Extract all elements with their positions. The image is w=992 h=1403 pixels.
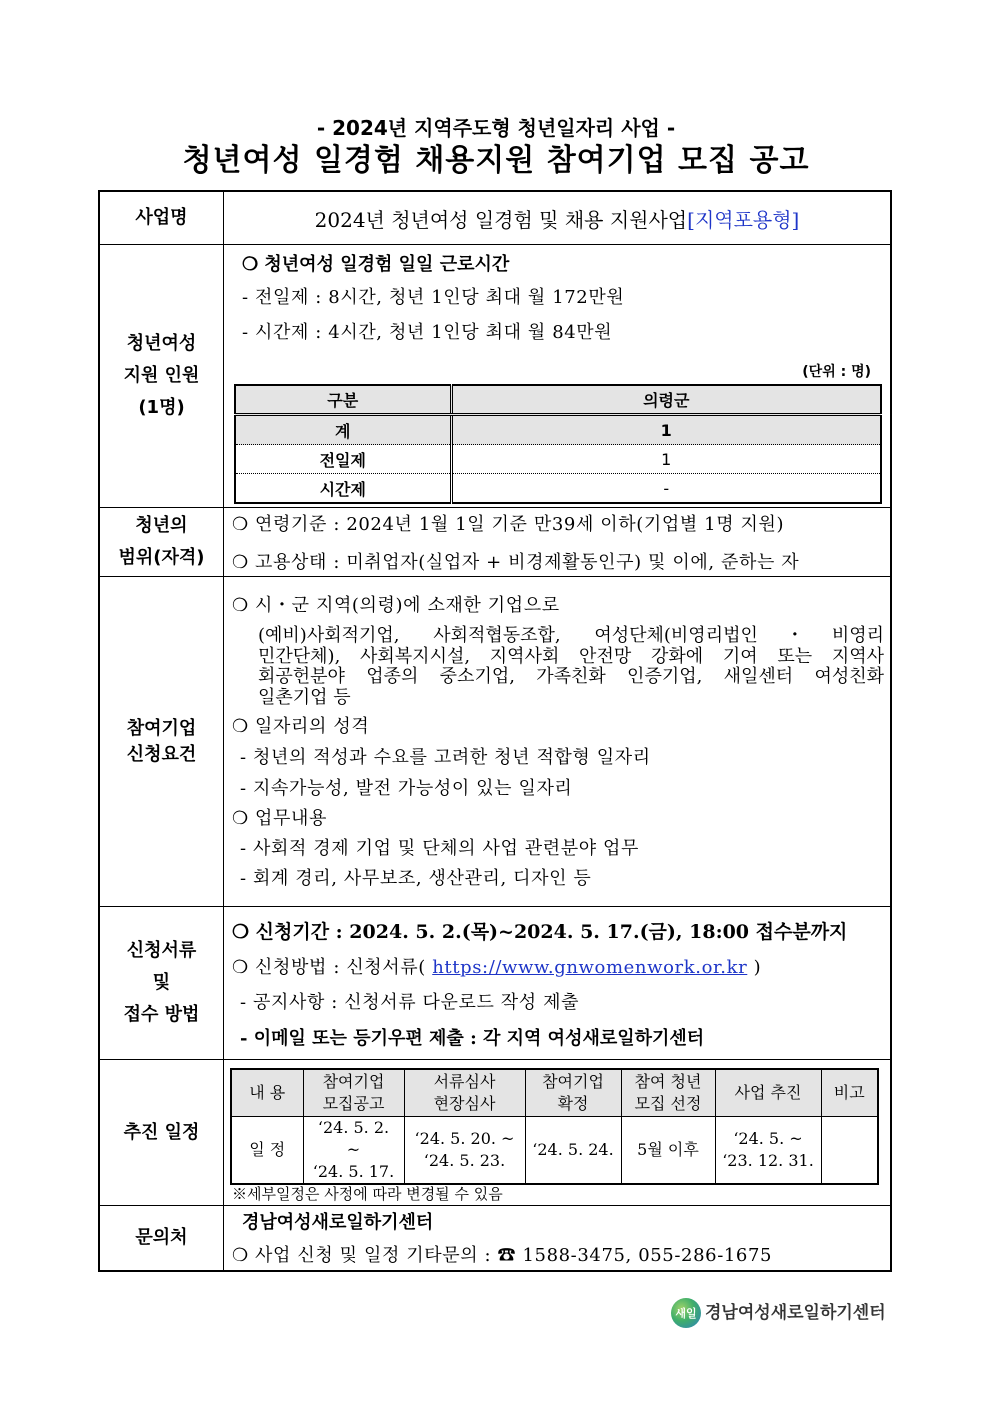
support-row-count: 1	[451, 445, 881, 474]
support-table-header	[235, 385, 881, 415]
org-types-line: 민간단체), 사회복지시설, 지역사회 안전망 강화에 기여 또는 지역사	[258, 645, 884, 667]
application-method	[232, 952, 761, 984]
support-label-line: 청년여성	[126, 333, 197, 354]
table-row	[235, 474, 881, 504]
schedule-header-text: 모집 선정	[634, 1094, 702, 1113]
schedule-date: ‘24. 5. 24.	[532, 1140, 614, 1159]
business-label	[100, 192, 224, 244]
requirements-content	[224, 577, 890, 906]
table-row	[235, 415, 881, 445]
schedule-cell	[715, 1117, 821, 1185]
requirements-label-line: 신청요건	[126, 743, 197, 765]
unit-note: (단위 : 명)	[802, 364, 871, 380]
phone-numbers: 1588-3475, 055-286-1675	[516, 1245, 773, 1266]
schedule-header-text: 비고	[833, 1083, 865, 1102]
notice-subtitle: - 2024년 지역주도형 청년일자리 사업 -	[316, 116, 676, 140]
business-row	[100, 192, 890, 245]
schedule-date: ‘23. 12. 31.	[722, 1151, 814, 1170]
schedule-cell	[621, 1117, 715, 1185]
schedule-row	[100, 1060, 890, 1206]
support-line-parttime: - 시간제 : 4시간, 청년 1인당 최대 월 84만원	[242, 322, 613, 343]
support-label-line: (1명)	[138, 397, 185, 418]
schedule-header-cell	[303, 1069, 404, 1117]
schedule-date: ‘24. 5. ~	[733, 1129, 803, 1148]
duties-item: - 회계 경리, 사무보조, 생산관리, 디자인 등	[240, 868, 592, 889]
org-types-line: (예비)사회적기업, 사회적협동조합, 여성단체(비영리법인・비영리	[258, 625, 884, 646]
contact-inquiry	[232, 1240, 772, 1272]
schedule-header-text: 내 용	[249, 1083, 286, 1102]
requirements-row	[100, 577, 890, 907]
business-label-text: 사업명	[135, 207, 188, 228]
application-submission: - 이메일 또는 등기우편 제출 : 각 지역 여성새로일하기센터	[240, 1028, 705, 1049]
eligibility-label	[100, 508, 224, 576]
schedule-header-text: 사업 추진	[734, 1083, 802, 1102]
schedule-header-text: 참여 청년	[634, 1072, 702, 1091]
employment-status: ❍ 고용상태 : 미취업자(실업자 + 비경제활동인구) 및 이에, 준하는 자	[232, 552, 800, 573]
support-content	[224, 245, 890, 507]
schedule-date: ‘24. 5. 2.	[317, 1118, 390, 1137]
job-nature-item: - 청년의 적성과 수요를 고려한 청년 적합형 일자리	[240, 747, 651, 768]
schedule-header-cell	[404, 1069, 525, 1117]
schedule-header-cell	[715, 1069, 821, 1117]
schedule-date: ‘24. 5. 17.	[312, 1162, 395, 1181]
duties-item: - 사회적 경제 기업 및 단체의 사업 관련분야 업무	[240, 838, 640, 859]
inquiry-prefix: ❍ 사업 신청 및 일정 기타문의 :	[232, 1245, 498, 1266]
contact-label	[100, 1206, 224, 1270]
schedule-date: ‘24. 5. 23.	[423, 1151, 506, 1170]
method-prefix: ❍ 신청방법 : 신청서류(	[232, 957, 433, 978]
method-suffix: )	[747, 957, 762, 978]
support-line-fulltime: - 전일제 : 8시간, 청년 1인당 최대 월 172만원	[242, 287, 625, 308]
schedule-header-text: 참여기업	[322, 1072, 385, 1091]
application-label	[100, 907, 224, 1059]
eligibility-label-line: 청년의	[135, 515, 188, 536]
schedule-note: ※세부일정은 사정에 따라 변경될 수 있음	[232, 1185, 503, 1203]
application-content	[224, 907, 890, 1059]
schedule-label	[100, 1060, 224, 1205]
schedule-header-text: 현장심사	[433, 1094, 496, 1113]
org-types-paragraph	[258, 626, 884, 708]
schedule-table	[230, 1068, 879, 1185]
application-period: ❍ 신청기간 : 2024. 5. 2.(목)~2024. 5. 17.(금), 18:00 접수분까지	[232, 921, 848, 943]
notice-title: 청년여성 일경험 채용지원 참여기업 모집 공고	[182, 143, 810, 178]
support-row-type: 시간제	[319, 479, 366, 499]
eligibility-row	[100, 508, 890, 577]
schedule-date: 5월 이후	[637, 1140, 699, 1159]
support-table	[234, 384, 882, 504]
schedule-remarks-cell	[821, 1117, 878, 1185]
support-row-type: 계	[235, 415, 451, 445]
location-requirement: ❍ 시・군 지역(의령)에 소재한 기업으로	[232, 595, 560, 616]
support-header-region: 의령군	[451, 385, 881, 415]
footer-org-name: 경남여성새로일하기센터	[705, 1303, 886, 1323]
business-type-tag: [지역포용형]	[687, 207, 800, 232]
support-header-category: 구분	[235, 385, 451, 415]
support-heading: ❍ 청년여성 일경험 일일 근로시간	[242, 254, 510, 275]
schedule-cell	[404, 1117, 525, 1185]
org-types-line: 일촌기업 등	[258, 686, 351, 708]
business-name: 2024년 청년여성 일경험 및 채용 지원사업	[314, 207, 688, 232]
schedule-row-label	[231, 1117, 303, 1185]
schedule-row-label-text: 일 정	[249, 1140, 286, 1159]
contact-content	[224, 1206, 890, 1270]
schedule-header-text: 참여기업	[542, 1072, 604, 1091]
schedule-header-text: 서류심사	[433, 1072, 496, 1091]
schedule-header-text: 모집공고	[322, 1094, 385, 1113]
age-criteria: ❍ 연령기준 : 2024년 1월 1일 기준 만39세 이하(기업별 1명 지원)	[232, 514, 785, 535]
schedule-date: ~	[346, 1140, 361, 1159]
table-row	[235, 445, 881, 474]
application-label-line: 접수 방법	[123, 1004, 200, 1025]
schedule-header-cell	[821, 1069, 878, 1117]
support-row-count: -	[451, 474, 881, 504]
application-label-line: 신청서류	[126, 940, 197, 961]
support-label	[100, 245, 224, 507]
business-name-line	[224, 192, 890, 244]
support-row-count: 1	[451, 415, 881, 445]
schedule-cell	[525, 1117, 621, 1185]
schedule-cell	[303, 1117, 404, 1185]
eligibility-content	[224, 508, 890, 576]
schedule-header-cell	[231, 1069, 303, 1117]
notice-table	[98, 190, 892, 1272]
center-logo-icon	[671, 1298, 701, 1328]
requirements-label-line: 참여기업	[126, 717, 197, 739]
schedule-header-text: 확정	[557, 1094, 589, 1113]
phone-icon: ☎	[497, 1245, 517, 1266]
schedule-header-row	[231, 1069, 878, 1117]
application-row	[100, 907, 890, 1060]
support-label-line: 지원 인원	[123, 365, 200, 386]
schedule-header-cell	[525, 1069, 621, 1117]
contact-label-text: 문의처	[135, 1227, 188, 1248]
support-row	[100, 245, 890, 508]
business-content	[224, 192, 890, 244]
requirements-label	[100, 577, 224, 906]
logo-mark: 새일	[675, 1307, 697, 1320]
schedule-label-text: 추진 일정	[123, 1121, 200, 1143]
support-row-type: 전일제	[235, 445, 451, 474]
eligibility-label-line: 범위(자격)	[118, 547, 205, 568]
job-nature-item: - 지속가능성, 발전 가능성이 있는 일자리	[240, 778, 573, 799]
contact-center-name: 경남여성새로일하기센터	[242, 1212, 434, 1233]
org-types-line: 회공헌분야 업종의 중소기업, 가족친화 인증기업, 새일센터 여성친화	[258, 666, 884, 687]
duties-heading: ❍ 업무내용	[232, 808, 328, 829]
contact-row	[100, 1206, 890, 1270]
schedule-date: ‘24. 5. 20. ~	[414, 1129, 515, 1148]
schedule-content	[224, 1060, 890, 1205]
application-label-line: 및	[152, 972, 171, 993]
schedule-header-cell	[621, 1069, 715, 1117]
application-notice: - 공지사항 : 신청서류 다운로드 작성 제출	[240, 992, 580, 1013]
job-nature-heading: ❍ 일자리의 성격	[232, 716, 370, 737]
website-link[interactable]: https://www.gnwomenwork.or.kr	[432, 957, 748, 978]
table-row	[231, 1117, 878, 1185]
